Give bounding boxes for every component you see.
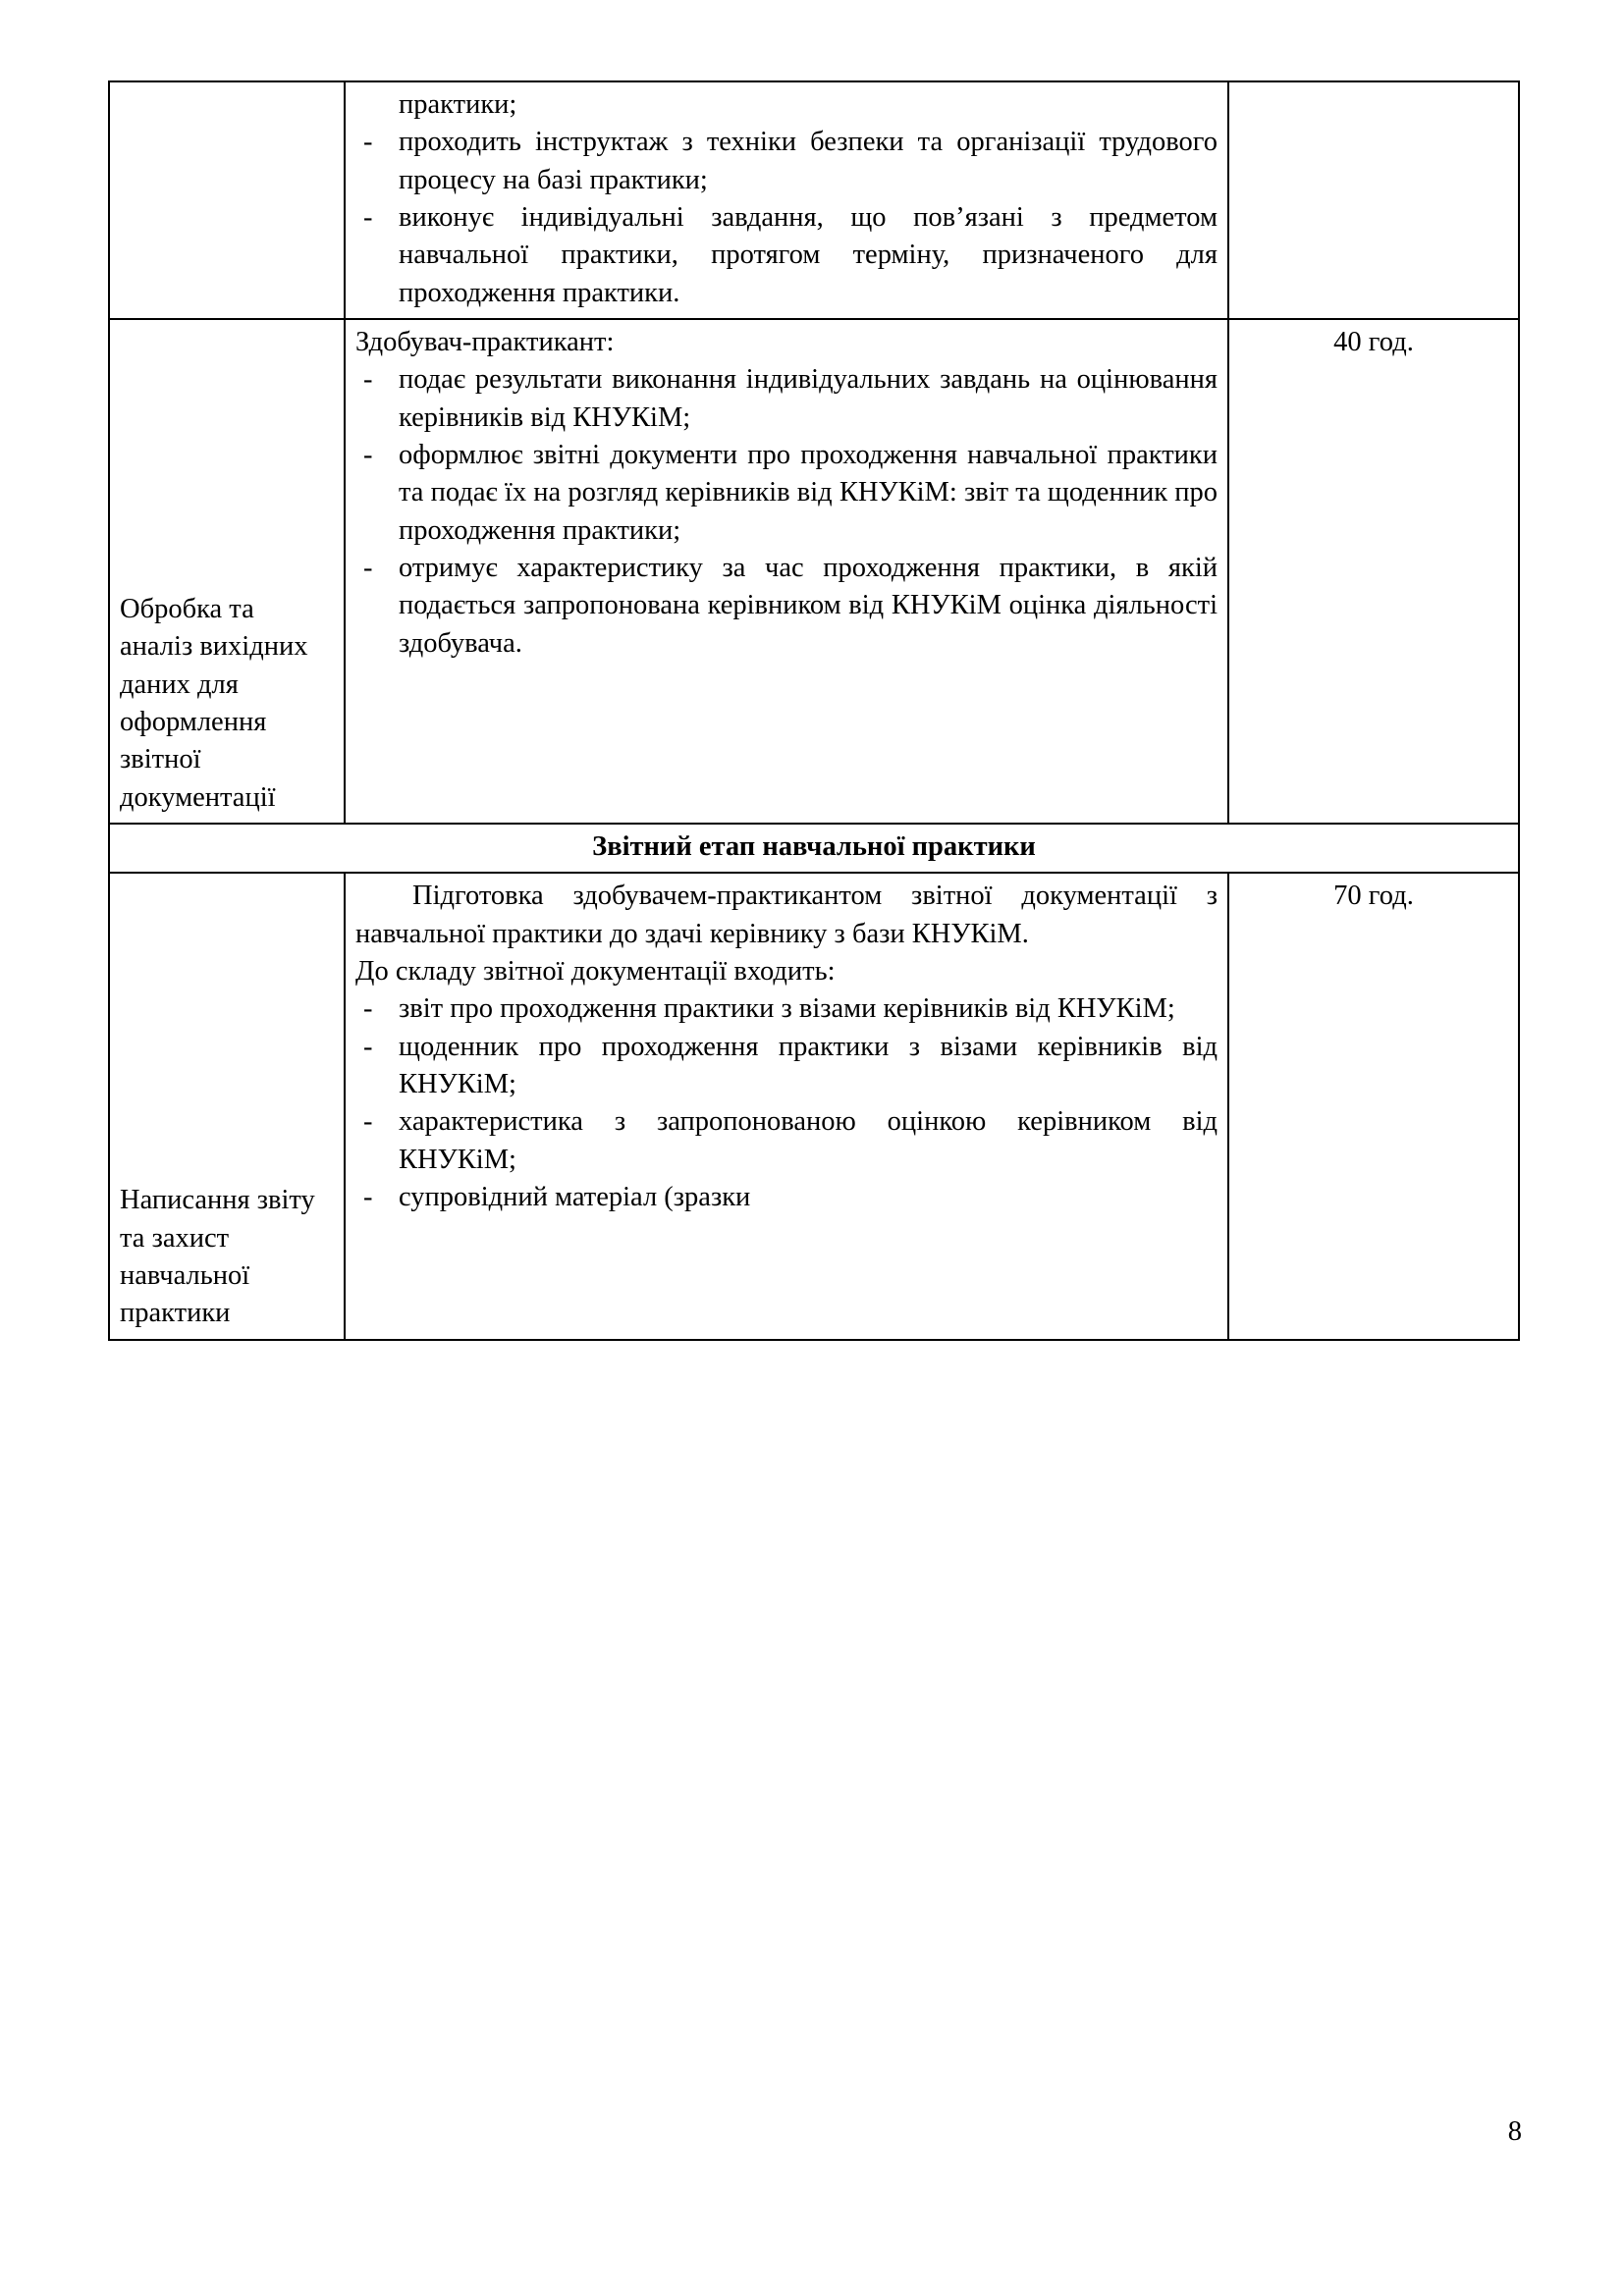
list-item-text: отримує характеристику за час проходження практики, в якій подається запропонована керівником від КНУКіМ оцінка діяльності здобувача.: [399, 552, 1218, 659]
list-item: [355, 1103, 1218, 1179]
stage-label: Обробка та аналіз вихідних даних для оформлення звітної документації: [120, 593, 308, 813]
section-banner-label: Звітний етап навчальної практики: [592, 830, 1036, 862]
stage-cell: [109, 319, 345, 824]
activity-list: [355, 990, 1218, 1216]
stage-label: Написання звіту та захист навчальної практики: [120, 1185, 315, 1329]
table-row: [109, 81, 1519, 319]
list-item: [355, 990, 1218, 1028]
list-item-text: щоденник про проходження практики з візами керівників від КНУКіМ;: [399, 1031, 1218, 1099]
activities-cell: [345, 319, 1228, 824]
list-item: [355, 1029, 1218, 1104]
secondary-paragraph: До складу звітної документації входить:: [355, 955, 836, 987]
list-item: [355, 124, 1218, 199]
list-item: [355, 199, 1218, 312]
intro-paragraph: Підготовка здобувачем-практикантом звітної документації з навчальної практики до здачі керівнику з бази КНУКіМ.: [355, 881, 1218, 949]
hours-value: 40 год.: [1333, 326, 1414, 357]
list-item-text: проходить інструктаж з техніки безпеки та організації трудового процесу на базі практики;: [399, 127, 1218, 195]
dash-bullet-icon: -: [363, 1031, 373, 1062]
table-row: [109, 873, 1519, 1339]
list-item: [355, 1179, 1218, 1216]
stage-cell: [109, 81, 345, 319]
list-item-text: характеристика з запропонованою оцінкою керівником від КНУКіМ;: [399, 1106, 1218, 1175]
dash-bullet-icon: -: [363, 552, 373, 583]
stage-cell: [109, 873, 345, 1339]
dash-bullet-icon: -: [363, 201, 373, 233]
list-item: [355, 550, 1218, 663]
list-item: [355, 361, 1218, 437]
table-row: [109, 319, 1519, 824]
continued-text: практики;: [399, 89, 517, 120]
dash-bullet-icon: -: [363, 993, 373, 1025]
table-row-banner: [109, 824, 1519, 873]
activities-cell: [345, 873, 1228, 1339]
section-banner-cell: [109, 824, 1519, 873]
dash-bullet-icon: -: [363, 127, 373, 158]
dash-bullet-icon: -: [363, 364, 373, 396]
activities-cell: [345, 81, 1228, 319]
activity-list: [355, 124, 1218, 312]
list-item-text: звіт про проходження практики з візами керівників від КНУКіМ;: [399, 993, 1175, 1025]
practice-schedule-table: [108, 80, 1520, 1341]
list-item-text: подає результати виконання індивідуальних завдань на оцінювання керівників від КНУКіМ;: [399, 364, 1218, 433]
dash-bullet-icon: -: [363, 1106, 373, 1138]
activity-list: [355, 361, 1218, 663]
hours-cell: [1228, 81, 1519, 319]
dash-bullet-icon: -: [363, 1181, 373, 1212]
list-item: [355, 437, 1218, 550]
list-item-text: супровідний матеріал (зразки: [399, 1181, 751, 1212]
lead-in-text: Здобувач-практикант:: [355, 326, 615, 357]
list-item-text: оформлює звітні документи про проходження навчальної практики та подає їх на розгляд керівників від КНУКіМ: звіт та щоденник про проходження практики;: [399, 439, 1218, 546]
hours-cell: [1228, 873, 1519, 1339]
dash-bullet-icon: -: [363, 439, 373, 470]
list-item-text: виконує індивідуальні завдання, що пов’язані з предметом навчальної практики, протягом терміну, призначеного для проходження практики.: [399, 201, 1218, 308]
page-number: 8: [1507, 2116, 1522, 2147]
hours-value: 70 год.: [1333, 881, 1414, 912]
hours-cell: [1228, 319, 1519, 824]
